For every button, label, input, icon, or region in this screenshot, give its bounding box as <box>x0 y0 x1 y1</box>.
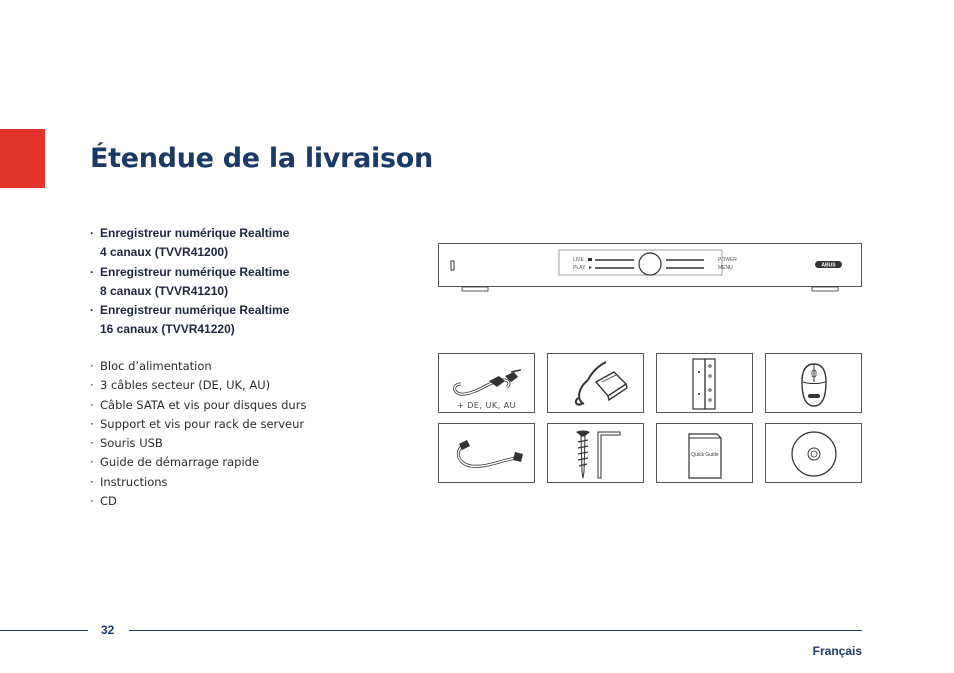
sata-cable-icon <box>439 424 536 484</box>
power-label: POWER <box>718 257 737 263</box>
screw-icon <box>548 424 645 484</box>
red-section-marker <box>0 129 45 188</box>
list-item: · Instructions <box>90 473 306 492</box>
language-label: Français <box>812 644 862 658</box>
guide-label: Quick Guide <box>691 452 719 458</box>
list-item: · Souris USB <box>90 434 306 453</box>
list-item: · 3 câbles secteur (DE, UK, AU) <box>90 376 306 395</box>
mouse-icon <box>766 354 863 414</box>
dvr-device-illustration <box>438 243 862 287</box>
usb-mouse-box <box>765 353 862 413</box>
list-item: · Enregistreur numérique Realtime 4 canaux (TVVR41200) <box>90 224 289 263</box>
rack-bracket-box <box>656 353 753 413</box>
list-item: · Enregistreur numérique Realtime 8 canaux (TVVR41210) <box>90 263 289 302</box>
list-item: · Enregistreur numérique Realtime 16 canaux (TVVR41220) <box>90 301 289 340</box>
cd-icon <box>766 424 863 484</box>
footer-rule-left <box>0 630 88 631</box>
live-label: LIVE <box>573 257 584 263</box>
power-cable-box <box>438 353 535 413</box>
page-title: Étendue de la livraison <box>90 143 433 174</box>
recorder-list <box>90 224 289 340</box>
quick-guide-icon <box>657 424 754 484</box>
footer-rule-right <box>129 630 862 631</box>
list-item: · CD <box>90 492 306 511</box>
menu-label: MENU <box>718 265 733 271</box>
play-label: PLAY <box>573 265 586 271</box>
screws-box <box>547 423 644 483</box>
cd-box <box>765 423 862 483</box>
list-item: · Bloc d’alimentation <box>90 357 306 376</box>
cable-caption: + DE, UK, AU <box>456 401 517 410</box>
list-item: · Câble SATA et vis pour disques durs <box>90 396 306 415</box>
rack-bracket-icon <box>657 354 754 414</box>
accessory-list <box>90 357 306 511</box>
quick-guide-box <box>656 423 753 483</box>
power-supply-icon <box>548 354 645 414</box>
abus-logo: ABUS <box>821 262 836 269</box>
list-item: · Guide de démarrage rapide <box>90 453 306 472</box>
page-number: 32 <box>101 623 115 637</box>
sata-cable-box <box>438 423 535 483</box>
power-supply-box <box>547 353 644 413</box>
list-item: · Support et vis pour rack de serveur <box>90 415 306 434</box>
